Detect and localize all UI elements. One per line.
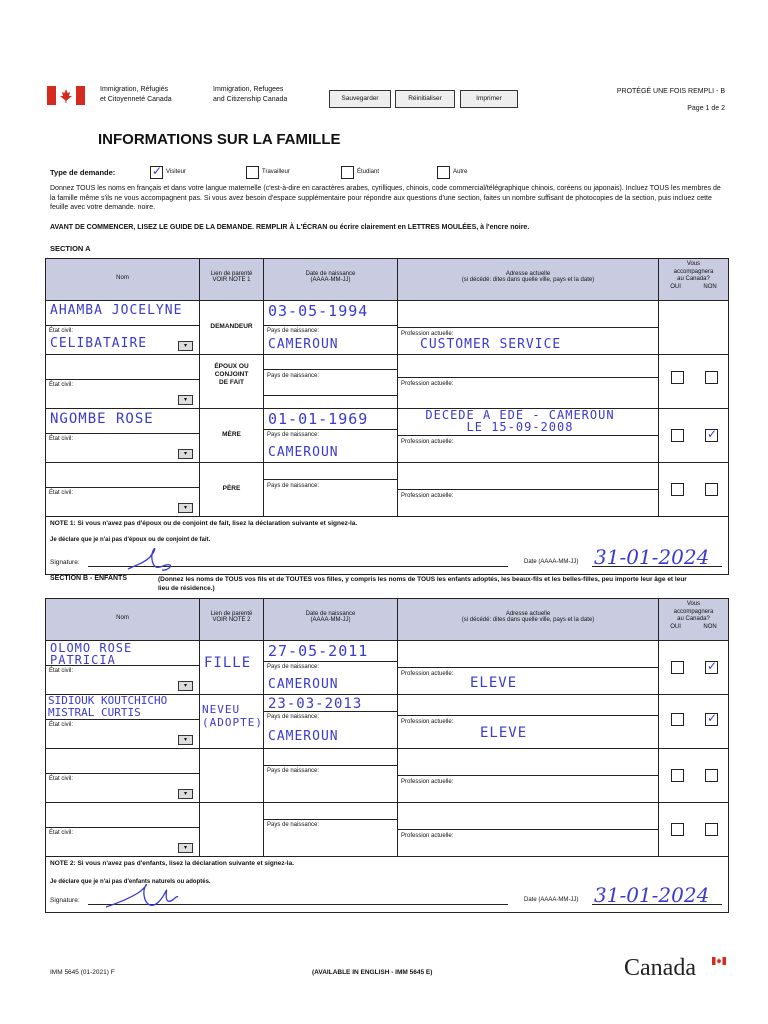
civil-status-dropdown[interactable]: ▾ (178, 449, 193, 459)
oui-checkbox[interactable] (671, 371, 684, 384)
section-b-row-child-4 (46, 803, 729, 857)
dob-cell[interactable] (264, 695, 398, 749)
section-b-row-child-1 (46, 641, 729, 695)
available-in-english: (AVAILABLE IN ENGLISH - IMM 5645 E) (312, 969, 433, 976)
accompany-cell (659, 409, 729, 463)
col-header-relation: Lien de parenté VOIR NOTE 2 (200, 599, 264, 641)
section-a-row-spouse (46, 355, 729, 409)
dept-name-en: Immigration, Refugees and Citizenship Canada (213, 86, 288, 103)
child-1-name: OLOMO ROSE PATRICIA (50, 641, 133, 667)
date-label: Date (AAAA-MM-JJ) (524, 897, 579, 903)
civil-status-dropdown[interactable]: ▾ (178, 503, 193, 513)
date-line[interactable] (592, 904, 722, 905)
etat-civil-label: État civil: (49, 382, 74, 388)
oui-checkbox[interactable] (671, 429, 684, 442)
dob-cell[interactable] (264, 641, 398, 695)
section-a-table (45, 258, 729, 575)
student-label: Étudiant (357, 169, 380, 175)
accompany-cell (659, 301, 729, 355)
note-2-cell (46, 857, 729, 913)
relation-cell[interactable] (200, 803, 264, 857)
section-b-table (45, 598, 729, 913)
col-header-accompany: Vous accompagnera au Canada? OUI NON (659, 599, 729, 641)
pays-label: Pays de naissance: (267, 664, 320, 670)
date-line[interactable] (592, 566, 722, 567)
non-checkbox[interactable] (705, 823, 718, 836)
relation-cell: ÉPOUX OU CONJOINT DE FAIT (200, 355, 264, 409)
reset-button[interactable]: Réinitialiser (395, 90, 455, 108)
oui-checkbox[interactable] (671, 823, 684, 836)
worker-label: Travailleur (262, 169, 290, 175)
mother-country: CAMEROUN (268, 445, 339, 460)
dept-name-fr: Immigration, Réfugiés et Citoyenneté Canada (100, 86, 172, 103)
worker-checkbox[interactable] (246, 166, 259, 179)
page-title: INFORMATIONS SUR LA FAMILLE (98, 131, 341, 148)
civil-status-dropdown[interactable]: ▾ (178, 843, 193, 853)
note-1-text: NOTE 1: Si vous n'avez pas d'époux ou de conjoint de fait, lisez la déclaration suivante et signez-la. (50, 520, 358, 527)
name-cell[interactable] (46, 695, 200, 749)
non-checkbox[interactable] (705, 661, 718, 674)
address-cell[interactable] (398, 749, 659, 803)
child-2-name: SIDIOUK KOUTCHICHO MISTRAL CURTIS (48, 694, 168, 719)
mother-name: NGOMBE ROSE (50, 411, 154, 427)
address-cell[interactable] (398, 463, 659, 517)
profession-label: Profession actuelle: (401, 833, 454, 839)
applicant-name: AHAMBA JOCELYNE (50, 303, 183, 318)
non-label: NON (703, 283, 717, 290)
pays-label: Pays de naissance: (267, 328, 320, 334)
address-cell[interactable] (398, 355, 659, 409)
relation-cell: MÈRE (200, 409, 264, 463)
col-header-accompany: Vous accompagnera au Canada? OUI NON (659, 259, 729, 301)
col-header-relation: Lien de parenté VOIR NOTE 1 (200, 259, 264, 301)
etat-civil-label: État civil: (49, 722, 74, 728)
civil-status-dropdown[interactable]: ▾ (178, 789, 193, 799)
child-2-relation: NEVEU (ADOPTE) (202, 703, 263, 729)
address-cell[interactable] (398, 641, 659, 695)
civil-status-dropdown[interactable]: ▾ (178, 341, 193, 351)
section-a-row-mother (46, 409, 729, 463)
relation-cell: PÈRE (200, 463, 264, 517)
dob-cell[interactable] (264, 803, 398, 857)
canada-flag-icon (712, 957, 726, 965)
address-cell[interactable] (398, 695, 659, 749)
section-b-title: SECTION B - ENFANTS (50, 575, 128, 582)
profession-label: Profession actuelle: (401, 779, 454, 785)
address-cell[interactable] (398, 409, 659, 463)
relation-cell: DEMANDEUR (200, 301, 264, 355)
accompany-cell (659, 641, 729, 695)
oui-checkbox[interactable] (671, 483, 684, 496)
dob-cell[interactable] (264, 463, 398, 517)
etat-civil-label: État civil: (49, 830, 74, 836)
col-header-dob: Date de naissance (AAAA-MM-JJ) (264, 599, 398, 641)
save-button[interactable]: Sauvegarder (329, 90, 391, 108)
applicant-civil-status: CELIBATAIRE (50, 336, 148, 351)
child-1-dob: 27-05-2011 (268, 642, 369, 660)
address-cell[interactable] (398, 301, 659, 355)
other-checkbox[interactable] (437, 166, 450, 179)
mother-dob: 01-01-1969 (268, 410, 369, 428)
etat-civil-label: État civil: (49, 668, 74, 674)
visitor-label: Visiteur (166, 169, 186, 175)
etat-civil-label: État civil: (49, 776, 74, 782)
non-label: NON (703, 623, 717, 630)
dob-cell[interactable] (264, 409, 398, 463)
col-header-address: Adresse actuelle (si décédé: dites dans quelle ville, pays et la date) (398, 259, 659, 301)
child-2-profession: ELEVE (480, 725, 528, 741)
profession-label: Profession actuelle: (401, 719, 454, 725)
canada-wordmark (624, 955, 734, 987)
dob-cell[interactable] (264, 301, 398, 355)
page-number: Page 1 de 2 (687, 105, 725, 112)
etat-civil-label: État civil: (49, 490, 74, 496)
accompany-cell (659, 749, 729, 803)
instructions-read-guide: AVANT DE COMMENCER, LISEZ LE GUIDE DE LA DEMANDE. REMPLIR À L'ÉCRAN ou écrire clairement en LETTRES MOULÉES, à l'encre noire. (50, 224, 530, 231)
oui-label: OUI (670, 283, 681, 290)
note-2-text: NOTE 2: Si vous n'avez pas d'enfants, lisez la déclaration suivante et signez-la. (50, 860, 295, 867)
child-1-country: CAMEROUN (268, 677, 339, 692)
applicant-dob: 03-05-1994 (268, 302, 369, 320)
note-2-date: 31-01-2024 (594, 883, 710, 907)
pays-label: Pays de naissance: (267, 768, 320, 774)
handwritten-signature (104, 877, 184, 911)
visitor-checkbox[interactable] (150, 166, 163, 179)
non-checkbox[interactable] (705, 483, 718, 496)
name-cell[interactable] (46, 749, 200, 803)
name-cell[interactable] (46, 301, 200, 355)
applicant-profession: CUSTOMER SERVICE (420, 337, 562, 352)
etat-civil-label: État civil: (49, 328, 74, 334)
note-1-cell (46, 517, 729, 575)
relation-cell[interactable] (200, 695, 264, 749)
note-1-date: 31-01-2024 (594, 545, 710, 569)
civil-status-dropdown[interactable]: ▾ (178, 681, 193, 691)
signature-label: Signature: (50, 559, 80, 566)
pays-label: Pays de naissance: (267, 373, 320, 379)
profession-label: Profession actuelle: (401, 493, 454, 499)
dob-cell[interactable] (264, 749, 398, 803)
checkmark-icon: ✓ (707, 711, 718, 725)
child-2-country: CAMEROUN (268, 729, 339, 744)
note-1-declaration: Je déclare que je n'ai pas d'époux ou de conjoint de fait. (50, 537, 211, 543)
date-label: Date (AAAA-MM-JJ) (524, 559, 579, 565)
relation-cell[interactable] (200, 749, 264, 803)
instructions-text: Donnez TOUS les noms en français et dans votre langue maternelle (c'est-à-dire en caractères arabes, cyrilliques, chinois, code commercial/télégraphique chinois, coréens ou japonais). Incluez TOUS les membres de la famille même s'ils ne vous accompagnent pas. Si vous avez besoin d'espace supplémentaire pour répondre aux questions d'une section, faites un nombre suffisant de photocopies de la section, puis incluez cette feuille avec votre demande. noire. (50, 185, 721, 211)
profession-label: Profession actuelle: (401, 671, 454, 677)
profession-label: Profession actuelle: (401, 331, 454, 337)
pays-label: Pays de naissance: (267, 714, 320, 720)
name-cell[interactable] (46, 641, 200, 695)
col-header-dob: Date de naissance (AAAA-MM-JJ) (264, 259, 398, 301)
accompany-cell (659, 695, 729, 749)
etat-civil-label: État civil: (49, 436, 74, 442)
section-a-title: SECTION A (50, 244, 91, 253)
civil-status-dropdown[interactable]: ▾ (178, 735, 193, 745)
applicant-country: CAMEROUN (268, 337, 339, 352)
oui-checkbox[interactable] (671, 661, 684, 674)
col-header-name: Nom (46, 259, 200, 301)
col-header-name: Nom (46, 599, 200, 641)
non-checkbox[interactable] (705, 371, 718, 384)
canada-flag-icon (47, 86, 85, 105)
name-cell[interactable] (46, 463, 200, 517)
oui-checkbox[interactable] (671, 713, 684, 726)
checkmark-icon: ✓ (152, 164, 163, 178)
section-b-subtitle: (Donnez les noms de TOUS vos fils et de TOUTES vos filles, y compris les noms de TOUS les enfants adoptés, les beaux-fils et les belles-filles, peu importe leur âge et leur lieu de résidence.) (158, 576, 687, 592)
non-checkbox[interactable] (705, 713, 718, 726)
section-a-row-father (46, 463, 729, 517)
checkmark-icon: ✓ (707, 427, 718, 441)
name-cell[interactable] (46, 409, 200, 463)
dob-cell[interactable] (264, 355, 398, 409)
note-2-declaration: Je déclare que je n'ai pas d'enfants naturels ou adoptés. (50, 879, 211, 885)
accompany-cell (659, 463, 729, 517)
request-type-label: Type de demande: (50, 168, 116, 177)
section-a-row-applicant (46, 301, 729, 355)
child-1-profession: ELEVE (470, 675, 518, 691)
relation-cell[interactable] (200, 641, 264, 695)
non-checkbox[interactable] (705, 429, 718, 442)
oui-label: OUI (670, 623, 681, 630)
pays-label: Pays de naissance: (267, 822, 320, 828)
note-2-row (46, 857, 729, 913)
pays-label: Pays de naissance: (267, 483, 320, 489)
canada-wordmark-text: Canada (624, 955, 696, 981)
address-cell[interactable] (398, 803, 659, 857)
civil-status-dropdown[interactable]: ▾ (178, 395, 193, 405)
accompany-cell (659, 355, 729, 409)
col-header-address: Adresse actuelle (si décédé: dites dans quelle ville, pays et la date) (398, 599, 659, 641)
note-1-row (46, 517, 729, 575)
handwritten-signature (126, 543, 186, 573)
accompany-cell (659, 803, 729, 857)
name-cell[interactable] (46, 803, 200, 857)
form-id: IMM 5645 (01-2021) F (50, 969, 115, 976)
child-1-relation: FILLE (204, 655, 252, 671)
other-label: Autre (453, 169, 468, 175)
non-checkbox[interactable] (705, 769, 718, 782)
print-button[interactable]: Imprimer (460, 90, 518, 108)
child-2-dob: 23-03-2013 (268, 696, 363, 712)
protected-label: PROTÉGÉ UNE FOIS REMPLI - B (616, 88, 725, 95)
oui-checkbox[interactable] (671, 769, 684, 782)
profession-label: Profession actuelle: (401, 439, 454, 445)
profession-label: Profession actuelle: (401, 381, 454, 387)
section-b-row-child-2 (46, 695, 729, 749)
student-checkbox[interactable] (341, 166, 354, 179)
checkmark-icon: ✓ (707, 659, 718, 673)
mother-address: DECEDE A EDE - CAMEROUN LE 15-09-2008 (425, 408, 615, 434)
section-b-row-child-3 (46, 749, 729, 803)
pays-label: Pays de naissance: (267, 432, 320, 438)
signature-label: Signature: (50, 897, 80, 904)
name-cell[interactable] (46, 355, 200, 409)
